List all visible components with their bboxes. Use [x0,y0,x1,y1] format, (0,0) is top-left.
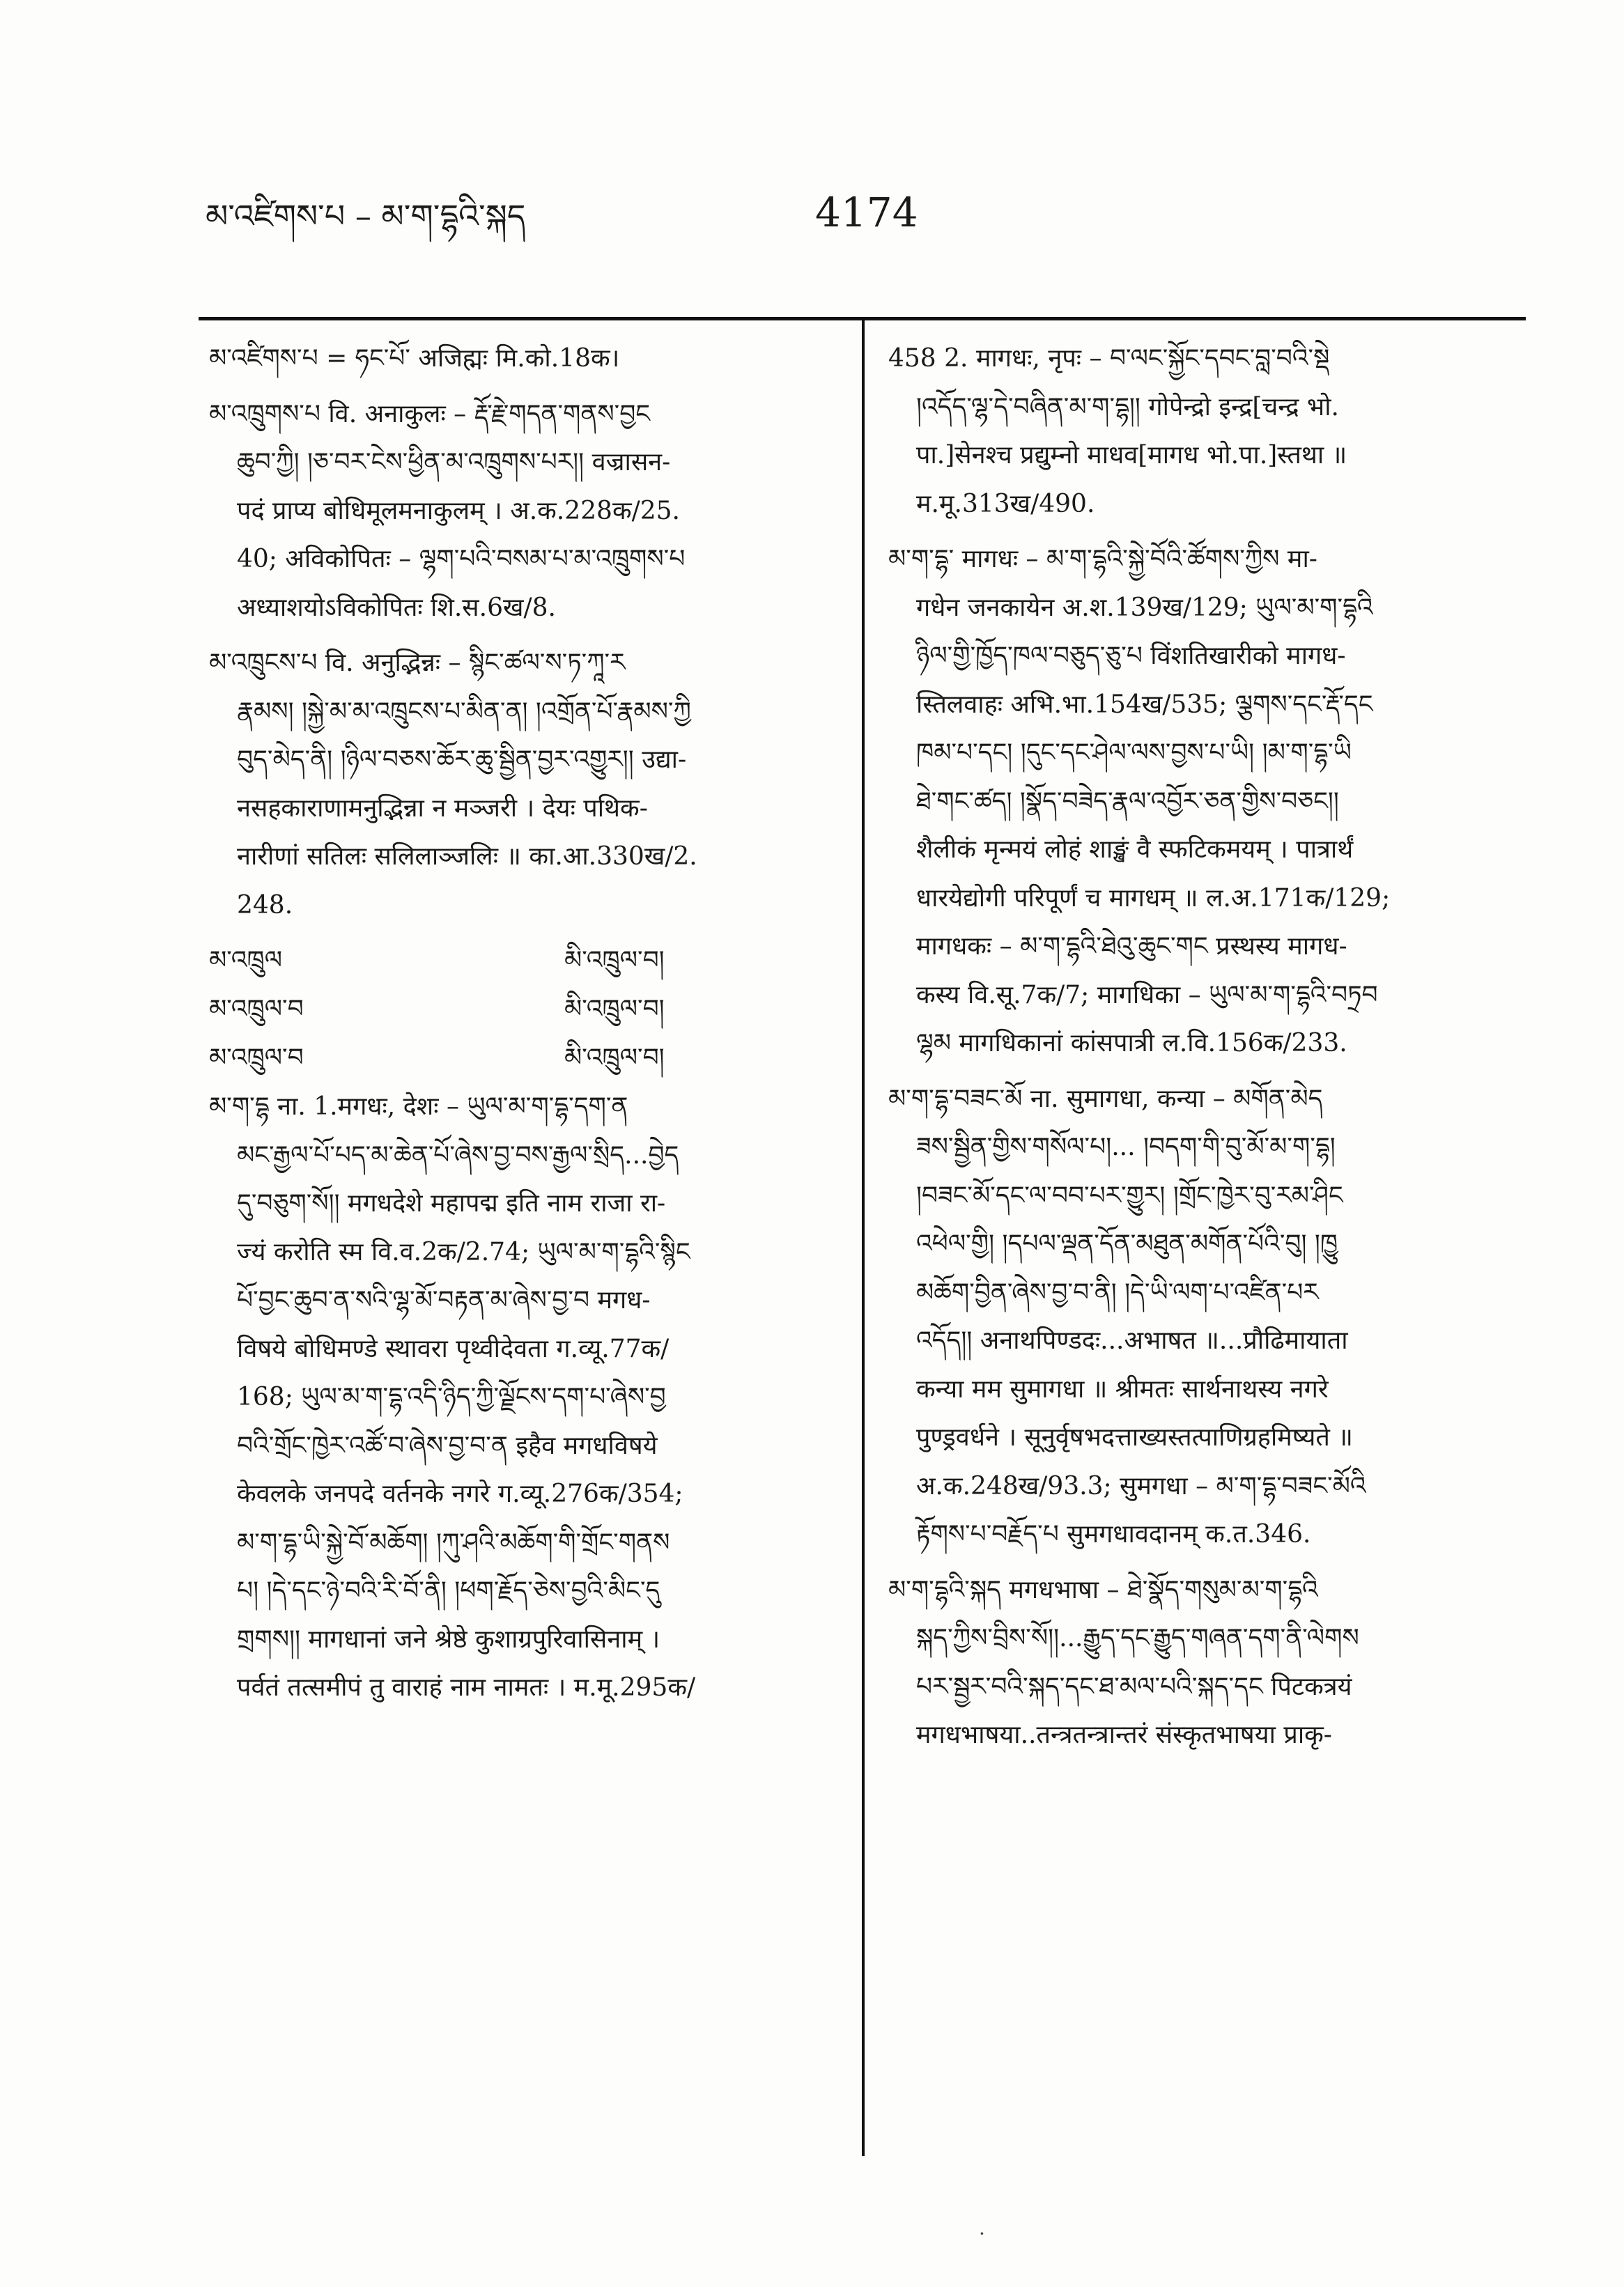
entry-line: अध्याशयोऽविकोपितः शि.स.6ख/8. [237,593,556,622]
entry-headline: མ་ག་དྷའི་སྐད मगधभाषा – ཐེ་སྣོད་གསུམ་མ་ག་དྷའི [888,1575,1318,1604]
entry-headline: མ་ག་དྷ་བཟང་མོ ना. सुमागधा, कन्या – མགོན་མེད [888,1084,1323,1113]
entry-line: མང་རྒྱལ་པོ་པད་མ་ཆེན་པོ་ཞེས་བྱ་བས་རྒྱལ་སྲིད...བྱེད [237,1140,679,1170]
dictionary-entry [209,1083,836,1712]
entry-line: नारीणां सतिलः सलिलाञ्जलिः ॥ का.आ.330ख/2. [237,842,697,871]
column-divider [862,317,865,2156]
entry-headline: མ་འཁྲུངས་པ वि. अनुद्भिन्नः – སྙིང་ཚལ་ས་ཏ་ཀཱ་ར [209,649,626,677]
entry-line: །བཟང་མོ་དང་ལ་བབ་པར་གྱུར། །གྲོང་ཁྱེར་བུ་རམ་ཤིང [916,1181,1343,1210]
entry-line: པོ་བྱང་ཆུབ་ན་སའི་ལྷ་མོ་བརྟན་མ་ཞེས་བྱ་བ मगध- [237,1286,651,1315]
left-entries [209,334,836,929]
entry-line: 248. [237,890,293,920]
variant-row [209,1034,836,1083]
entry-line: མ་ག་དྷ་ཡི་སྐྱེ་བོ་མཆོག། །ཀུ་ཤའི་མཆོག་གི་གྲོང་གནས [237,1528,670,1557]
entry-line: སྐད་ཀྱིས་བྲིས་སོ།།...རྒྱུད་དང་རྒྱུད་གཞན་དག་ནི་ལེགས [916,1624,1359,1652]
variant-row [209,985,836,1034]
variant-list [209,936,836,1083]
entry-line: विषये बोधिमण्डे स्थावरा पृथ्वीदेवता ग.व्यू.77क/ [237,1334,670,1363]
entry-line: དུ་བཅུག་སོ།། मगधदेशे महापद्म इति नाम राजा रा- [237,1189,666,1218]
dictionary-entry [888,1075,1515,1559]
entry-headline: 458 2. मागधः, नृपः – བ་ལང་སྐྱོང་དབང་བླ་བའི་སྡེ [888,344,1330,373]
dictionary-entry [209,390,836,633]
entry-headline: མ་ག་དྷ་ मागधः – མ་ག་དྷའི་སྐྱེ་བོའི་ཚོགས་ཀྱིས मा- [888,545,1317,573]
entry-line: གྲགས།། मागधानां जने श्रेष्ठे कुशाग्रपुरिवासिनाम् । [237,1625,660,1654]
variant-headword: མ་འཁྲུལ [209,946,283,975]
entry-line: मागधकः – མ་ག་དྷའི་ཐེའུ་ཆུང་གང प्रस्थस्य मागध- [916,932,1347,961]
entry-line: ज्यं करोति स्म वि.व.2क/2.74; ཡུལ་མ་ག་དྷའི་སྙིང [237,1237,690,1266]
variant-reference: མི་འཁྲུལ་བ། [564,946,665,975]
entry-line: ཉིལ་གྱི་ཁྱོད་ཁལ་བཅུད་ཅུ་པ विंशतिखारीको मागध- [916,642,1346,670]
entry-line: 40; अविकोपितः – ལྷག་པའི་བསམ་པ་མ་འཁྲུགས་པ [237,545,686,573]
variant-headword: མ་འཁྲུལ་བ [209,995,304,1023]
entry-line: नसहकाराणामनुद्भिन्ना न मञ्जरी । देयः पथिक- [237,793,648,823]
entry-headline: མ་འཛིགས་པ = ཧང་པོ་ अजिह्मः मि.को.18क। [209,344,620,373]
entry-line: पुण्ड्रवर्धने । सूनुर्वृषभदत्ताख्यस्तत्पाणिग्रहमिष्यते ॥ [916,1423,1353,1452]
entry-line: स्तिलवाहः अभि.भा.154ख/535; ལྕགས་དང་རྡོ་དང [916,690,1373,719]
entry-line: 168; ཡུལ་མ་ག་དྷ་འདི་ཉིད་ཀྱི་ལྗོངས་དག་པ་ཞེས་བྱ [237,1383,666,1411]
entry-line: ཐེ་གང་ཚད། །སྣོད་བཟེད་རྣལ་འབྱོར་ཅན་གྱིས་བཅང།། [916,786,1339,816]
entry-line: ལྷམ मागधिकानां कांसपात्री ल.वि.156क/233. [916,1029,1347,1057]
left-column [209,334,836,2146]
entry-line: म.मू.313ख/490. [916,489,1095,518]
entry-line: ཆུབ་ཀྱི། །ཅ་བར་ངེས་ཕྱིན་མ་འཁྲུགས་པར།། वज्रासन- [237,448,671,476]
entry-line: कस्य वि.सू.7क/7; मागधिका – ཡུལ་མ་ག་དྷའི་བཏྲབ [916,980,1378,1009]
dictionary-entry [888,1566,1515,1760]
variant-reference: མི་འཁྲུལ་བ། [564,1044,665,1072]
dictionary-entry [209,334,836,383]
entry-line: पा.]सेनश्च प्रद्युम्नो माधव[मागध भो.पा.]स्तथा ॥ [916,441,1347,470]
page-number: 4174 [815,189,918,236]
entry-line: गधेन जनकायेन अ.श.139ख/129; ཡུལ་མ་ག་དྷའི [916,593,1373,622]
entry-line: རྟོགས་པ་བརྗོད་པ सुमगधावदानम् क.त.346. [916,1520,1311,1549]
entry-line: अ.क.248ख/93.3; सुमगधा – མ་ག་དྷ་བཟང་མོའི [916,1471,1366,1501]
dictionary-entry [888,334,1515,528]
dictionary-entry [209,639,836,929]
variant-headword: མ་འཁྲུལ་བ [209,1044,304,1072]
variant-reference: མི་འཁྲུལ་བ། [564,995,665,1023]
entry-line: བའི་གྲོང་ཁྱེར་འཚོ་བ་ཞེས་བྱ་བ་ན इहैव मगधविषये [237,1431,658,1460]
entry-line: བུད་མེད་ནི། །ཉིལ་བཅས་ཆོར་ཆུ་སྦྱིན་བྱར་འགྱུར།། उद्या- [237,745,687,774]
entry-line: འདོད།། अनाथपिण्डदः...अभाषत ॥...प्रौढिमायाता [916,1326,1348,1355]
entry-line: ཟས་སྦྱིན་གྱིས་གསོལ་པ།... །བདག་གི་བུ་མོ་མ་ག་དྷ། [916,1133,1336,1161]
entry-headline: མ་འཁྲུགས་པ वि. अनाकुलः – རྡོ་རྗེ་གདན་གནས་བྱང [209,399,651,428]
right-entries [888,334,1515,1760]
entry-line: མཆོག་བྱིན་ཞེས་བྱ་བ་ནི། །དེ་ཡི་ལག་པ་འཛིན་པར [916,1278,1319,1307]
variant-row [209,936,836,985]
entry-line: शैलीकं मृन्मयं लोहं शाङ्खं वै स्फटिकमयम् । पात्रार्थं [916,835,1354,864]
dictionary-entry [888,535,1515,1068]
entry-line: རྣམས། །སྐྱེ་མ་མ་འཁྲུངས་པ་མིན་ན། །འགྲོན་པོ་རྣམས་ཀྱི [237,697,691,726]
entry-line: पदं प्राप्य बोधिमूलमनाकुलम् । अ.क.228क/25. [237,496,680,525]
entry-line: པར་སྦྱར་བའི་སྐད་དང་ཐ་མལ་པའི་སྐད་དང पिटकत्रयं [916,1672,1352,1701]
entry-line: केवलके जनपदे वर्तनके नगरे ग.व्यू.276क/354; [237,1480,683,1508]
entry-line: मगधभाषया..तन्त्रतन्त्रान्तरं संस्कृतभाषया प्राकृ- [916,1721,1332,1749]
right-column [888,334,1515,2146]
entry-line: कन्या मम सुमागधा ॥ श्रीमतः सार्थनाथस्य नगरे [916,1374,1329,1404]
entry-line: धारयेद्योगी परिपूर्णं च मागधम् ॥ ल.अ.171क/129; [916,883,1391,913]
entry-line: །འདོད་ལྷ་དེ་བཞིན་མ་ག་དྷ།། गोपेन्द्रो इन्द्र[चन्द्र भो. [916,392,1339,421]
entry-line: འཕེལ་གྱི། །དཔལ་ལྡན་དོན་མཐུན་མགོན་པོའི་བུ། །ཁྱུ [916,1230,1338,1258]
entry-line: ཁམ་པ་དང། །དུང་དང་ཤེལ་ལས་བྱས་པ་ཡི། །མ་ག་དྷ་ཡི [916,738,1352,767]
left-entries-after [209,1083,836,1712]
running-head: མ་འཛིགས་པ – མ་ག་དྷའི་སྐད [206,197,526,235]
stray-mark: · [979,2222,985,2245]
entry-line: पर्वतं तत्समीपं तु वाराहं नाम नामतः । म.मू.295क/ [237,1673,696,1702]
entry-headline: མ་ག་དྷ ना. 1.मगधः, देशः – ཡུལ་མ་ག་དྷ་དག་ན [209,1092,628,1121]
entry-line: པ། །དེ་དང་ཉེ་བའི་རི་བོ་ནི། །ཕག་རྗོད་ཅེས་བྱའི་མིང་དུ [237,1576,660,1605]
